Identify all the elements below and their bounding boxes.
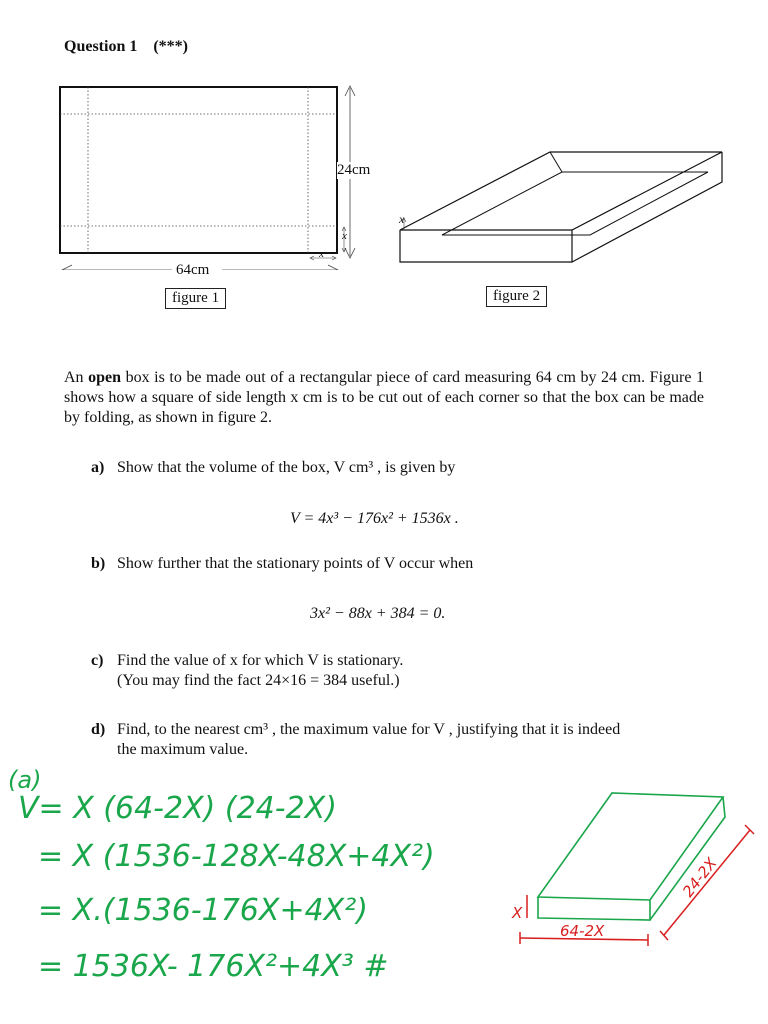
part-a-text: Show that the volume of the box, V cm³ , is given by bbox=[117, 459, 456, 476]
hw-line-2: = X (1536-128X-48X+4X²) bbox=[38, 839, 435, 874]
part-c-text: Find the value of x for which V is stationary. bbox=[117, 652, 404, 669]
part-a-label: a) bbox=[91, 459, 105, 476]
hw-line-4: = 1536X- 176X²+4X³ # bbox=[38, 949, 389, 984]
difficulty-stars: (***) bbox=[153, 38, 188, 55]
figure-2-x-label: x bbox=[399, 212, 405, 226]
part-d-text-line2: the maximum value. bbox=[117, 741, 249, 758]
hw-width-label: 24-2X bbox=[678, 854, 721, 901]
intro-bold-word: open bbox=[88, 369, 122, 386]
part-c-label: c) bbox=[91, 652, 104, 669]
card-rectangle bbox=[60, 87, 337, 253]
part-a bbox=[91, 458, 455, 478]
width-label: 64cm bbox=[176, 262, 210, 278]
part-b-label: b) bbox=[91, 555, 106, 572]
hw-part-marker: (a) bbox=[8, 766, 42, 794]
figure-2-diagram bbox=[390, 140, 740, 270]
hw-box-sketch bbox=[538, 793, 725, 920]
part-d-text: Find, to the nearest cm³ , the maximum value for V , justifying that it is indeed bbox=[117, 721, 621, 738]
hw-height-x: X bbox=[512, 904, 523, 922]
hw-line-3: = X.(1536-176X+4X²) bbox=[38, 893, 368, 928]
part-a-equation: V = 4x³ − 176x² + 1536x . bbox=[290, 510, 459, 527]
question-title bbox=[64, 38, 188, 56]
part-c bbox=[91, 651, 403, 671]
handwritten-solution bbox=[0, 760, 768, 1024]
question-number: Question 1 bbox=[64, 38, 138, 55]
part-b bbox=[91, 554, 473, 574]
part-c-note: (You may find the fact 24×16 = 384 useful.) bbox=[117, 672, 400, 689]
box-top-outline bbox=[400, 152, 722, 230]
x-label-side: x bbox=[342, 230, 347, 242]
part-d bbox=[91, 720, 620, 740]
hw-dimension-marks bbox=[520, 825, 754, 946]
x-label-bottom: x bbox=[319, 248, 324, 260]
part-d-label: d) bbox=[91, 721, 106, 738]
box-side-face bbox=[572, 152, 722, 262]
figure-1-caption: figure 1 bbox=[165, 288, 226, 309]
figure-2-caption: figure 2 bbox=[486, 286, 547, 307]
height-label: 24cm bbox=[337, 162, 371, 178]
hw-length-label: 64-2X bbox=[560, 922, 605, 940]
intro-paragraph: An open box is to be made out of a rectangular piece of card measuring 64 cm by 24 cm. Figure 1 shows how a square of side length x cm is to be cut out of each corner so that the box can be made by folding, as shown in figure 2. bbox=[64, 369, 704, 426]
part-b-text: Show further that the stationary points of V occur when bbox=[117, 555, 474, 572]
hw-line-1: V= X (64-2X) (24-2X) bbox=[18, 791, 337, 826]
part-b-equation: 3x² − 88x + 384 = 0. bbox=[310, 605, 446, 622]
